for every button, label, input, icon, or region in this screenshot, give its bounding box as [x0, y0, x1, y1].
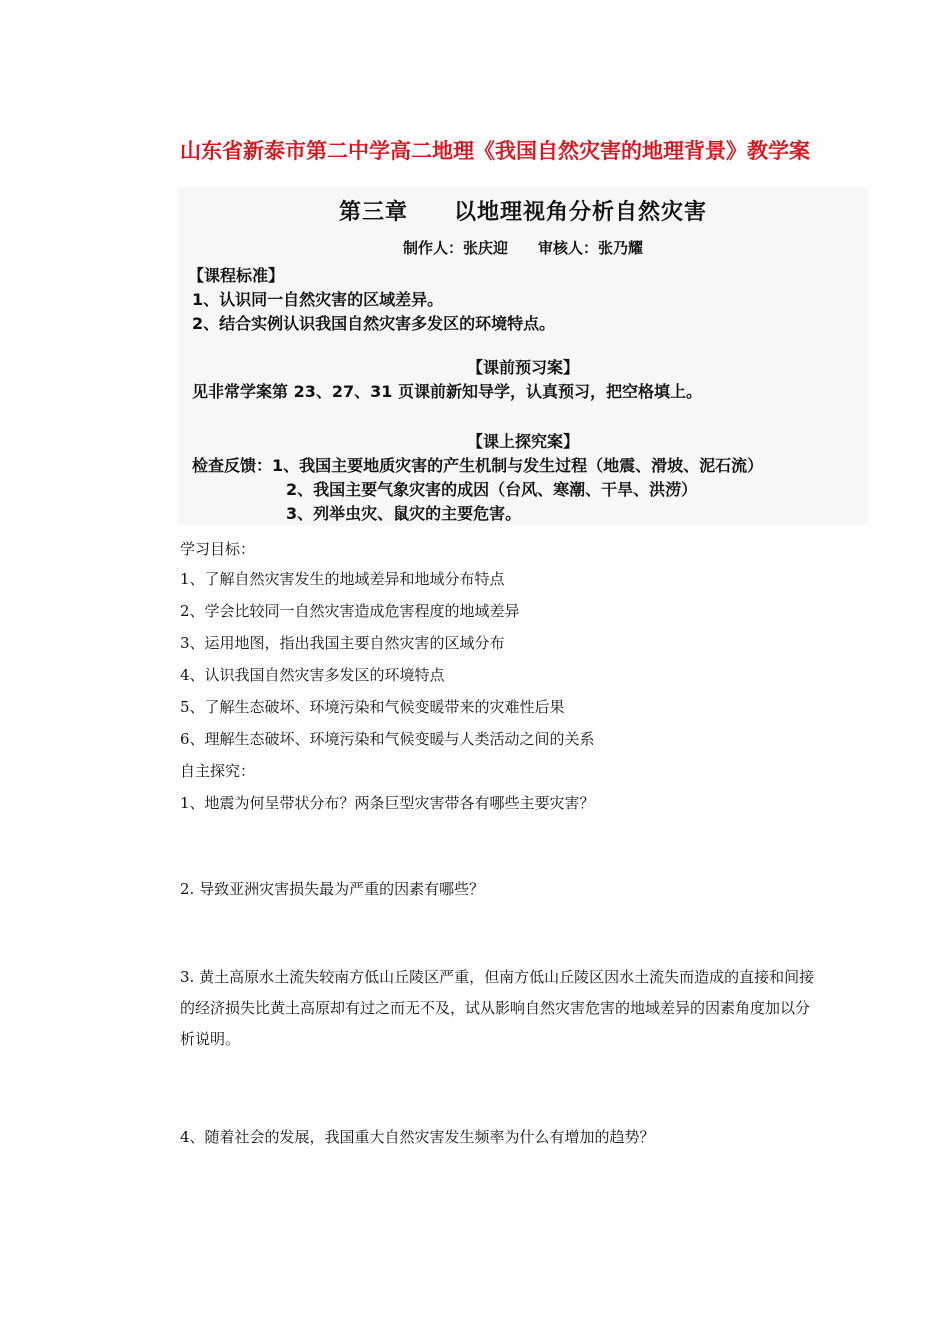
question-item: 2. 导致亚洲灾害损失最为严重的因素有哪些？ [180, 880, 485, 898]
authors-line: 制作人：张庆迎 审核人：张乃耀 [402, 239, 643, 257]
explore-heading: 【课上探究案】 [466, 432, 579, 451]
objectives-heading: 学习目标： [180, 540, 256, 558]
objective-item: 1、了解自然灾害发生的地域差异和地域分布特点 [180, 570, 505, 588]
objective-item: 3、运用地图，指出我国主要自然灾害的区域分布 [180, 634, 505, 652]
page-title: 山东省新泰市第二中学高二地理《我国自然灾害的地理背景》教学案 [180, 139, 810, 163]
feedback-item: 2、我国主要气象灾害的成因（台风、寒潮、干旱、洪涝） [286, 480, 698, 499]
objective-item: 6、理解生态破坏、环境污染和气候变暖与人类活动之间的关系 [180, 730, 595, 748]
feedback-item: 3、列举虫灾、鼠灾的主要危害。 [286, 504, 522, 523]
standard-item: 2、结合实例认识我国自然灾害多发区的环境特点。 [192, 314, 556, 333]
chapter-title: 第三章 以地理视角分析自然灾害 [338, 200, 707, 225]
feedback-item: 检查反馈：1、我国主要地质灾害的产生机制与发生过程（地震、滑坡、泥石流） [192, 456, 764, 475]
preview-text: 见非常学案第 23、27、31 页课前新知导学，认真预习，把空格填上。 [192, 382, 702, 401]
standard-item: 1、认识同一自然灾害的区域差异。 [192, 290, 444, 309]
lesson-header-image [178, 187, 868, 525]
question-item: 3. 黄土高原水土流失较南方低山丘陵区严重，但南方低山丘陵区因水土流失而造成的直接和间接的经济损失比黄土高原却有过之而无不及，试从影响自然灾害危害的地域差异的因素角度加以分析说明。 [180, 968, 815, 1048]
inquiry-heading: 自主探究： [180, 762, 256, 780]
objective-item: 4、认识我国自然灾害多发区的环境特点 [180, 666, 445, 684]
question-item: 4、随着社会的发展，我国重大自然灾害发生频率为什么有增加的趋势？ [180, 1128, 655, 1146]
objective-item: 5、了解生态破坏、环境污染和气候变暖带来的灾难性后果 [180, 698, 565, 716]
question-item: 1、地震为何呈带状分布？两条巨型灾害带各有哪些主要灾害？ [180, 794, 595, 812]
standard-heading: 【课程标准】 [188, 266, 285, 285]
objective-item: 2、学会比较同一自然灾害造成危害程度的地域差异 [180, 602, 520, 620]
preview-heading: 【课前预习案】 [466, 358, 579, 377]
